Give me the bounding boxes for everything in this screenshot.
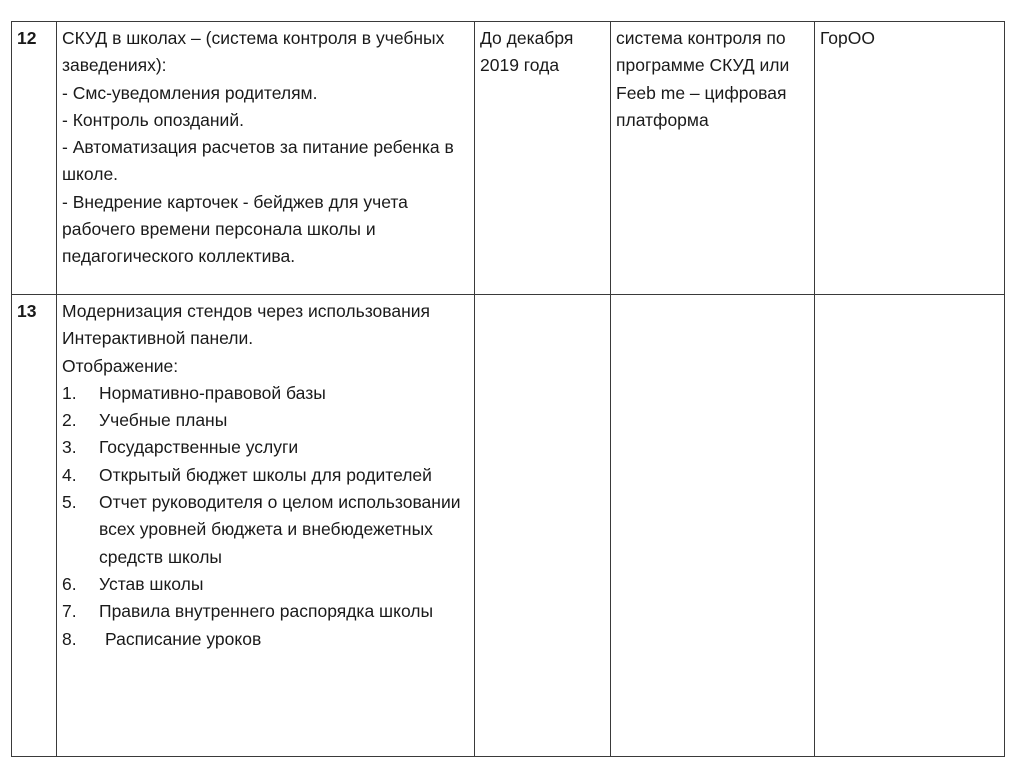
list-item-text: Правила внутреннего распорядка школы [99, 601, 434, 622]
list-item-text: Государственные услуги [99, 437, 299, 458]
description-line: СКУД в школах – (система контроля в учебных заведениях): [62, 28, 445, 76]
responsible-cell: ГорОО [815, 22, 1005, 295]
list-item-number: 1. [62, 382, 77, 403]
plan-table [11, 21, 1005, 757]
description-line: - Внедрение карточек - бейджев для учета рабочего времени персонала школы и педагогического коллектива. [62, 191, 408, 267]
list-item-number: 7. [62, 601, 77, 622]
description-line: - Смс-уведомления родителям. [62, 82, 318, 103]
table-row [12, 22, 1005, 295]
list-item-number: 2. [62, 410, 77, 431]
list-item-number: 8. [62, 628, 77, 649]
list-item [62, 380, 469, 407]
list-item [62, 407, 469, 434]
deadline-cell: До декабря 2019 года [475, 22, 611, 295]
list-item [62, 434, 469, 461]
list-item-text: Расписание уроков [105, 628, 262, 649]
list-item [62, 462, 469, 489]
description-line: - Автоматизация расчетов за питание ребенка в школе. [62, 137, 454, 185]
list-item [62, 626, 469, 653]
result-cell [611, 295, 815, 757]
list-item-text: Открытый бюджет школы для родителей [99, 464, 432, 485]
table-row [12, 295, 1005, 757]
list-item-text: Устав школы [99, 573, 204, 594]
description-line: - Контроль опозданий. [62, 109, 244, 130]
list-item-number: 3. [62, 437, 77, 458]
row-number-cell: 12 [12, 22, 57, 295]
description-cell [57, 295, 475, 757]
deadline-cell [475, 295, 611, 757]
display-list [62, 380, 469, 653]
list-item [62, 571, 469, 598]
list-item [62, 489, 469, 571]
row-number-cell: 13 [12, 295, 57, 757]
list-item-number: 4. [62, 464, 77, 485]
list-item-text: Нормативно-правовой базы [99, 382, 326, 403]
description-cell [57, 22, 475, 295]
description-intro: Модернизация стендов через использования Интерактивной панели. [62, 301, 431, 349]
list-item-number: 5. [62, 492, 77, 513]
result-cell: система контроля по программе СКУД или Feeb me – цифровая платформа [611, 22, 815, 295]
list-item [62, 598, 469, 625]
responsible-cell [815, 295, 1005, 757]
list-item-text: Учебные планы [99, 410, 228, 431]
display-label: Отображение: [62, 355, 179, 376]
list-item-text: Отчет руководителя о целом использовании всех уровней бюджета и внебюдежетных средств школы [99, 492, 461, 567]
list-item-number: 6. [62, 573, 77, 594]
